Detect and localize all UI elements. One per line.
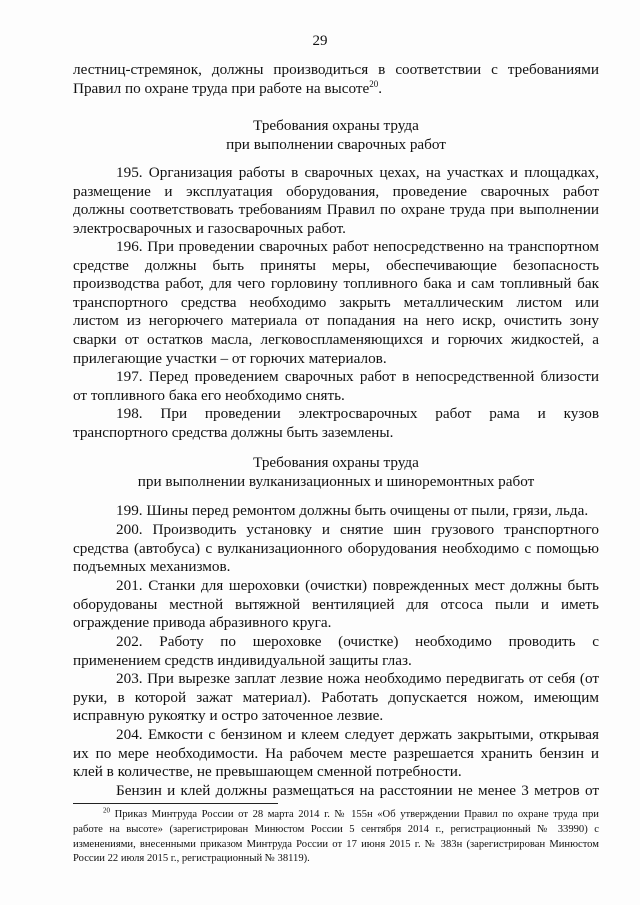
heading-line: при выполнении сварочных работ [226, 135, 446, 153]
paragraph-196 [73, 238, 599, 368]
paragraph-198 [73, 405, 599, 442]
text-line: 197. Перед проведением сварочных работ в непосредственной близости [116, 368, 599, 385]
footnote-line: $^{20}$ Приказ Минтруда России от 28 марта 2014 г. № 155н «Об утверждении Правил по охране труда при [103, 806, 599, 820]
text-line: размещение и эксплуатация оборудования, проведение сварочных работ [73, 182, 599, 200]
text-line: прилегающие участки – от горючих материалов. [73, 349, 387, 367]
text-line: руки, в которой зажат материал). Работать допускается ножом, имеющим [73, 688, 599, 706]
footnote-line: изменениями, внесенными приказом Минтруда России от 17 июня 2015 г. № 383н (зарегистрирован Минюстом [73, 838, 599, 850]
text-line: производства работ, для чего горловину топливного бака и сам топливный бак [73, 275, 599, 293]
footnote-number: 20 [103, 806, 110, 815]
text-line: от топливного бака его необходимо снять. [73, 386, 345, 404]
paragraph-197 [73, 368, 599, 405]
text-line: Бензин и клей должны размещаться на расстоянии не менее 3 метров от [116, 782, 599, 799]
paragraph-201 [73, 577, 599, 633]
text-line: 202. Работу по шероховке (очистке) необходимо проводить с [116, 633, 599, 650]
text-line: 201. Станки для шероховки (очистки) поврежденных мест должны быть [116, 577, 599, 594]
text-line: ограждение привода абразивного круга. [73, 614, 332, 632]
text-line: 195. Организация работы в сварочных цехах, на участках и площадках, [116, 164, 599, 181]
text-line: Правил по охране труда при работе на высоте$^{20}$. [73, 78, 383, 97]
paragraph-202 [73, 633, 599, 670]
heading-line: Требования охраны труда [253, 454, 419, 471]
text-line: исправную рукоятку и остро заточенное лезвие. [73, 707, 384, 725]
paragraph-204 [73, 726, 599, 782]
footnote-separator [73, 803, 278, 804]
text-line: листом из негорючего материала от попадания на него искр, очистить зону [73, 312, 599, 330]
footnote [73, 808, 599, 867]
text-line: их по мере необходимости. На рабочем месте разрешается хранить бензин и [73, 744, 599, 762]
paragraph-200 [73, 521, 599, 577]
intro-paragraph [73, 61, 599, 98]
text-line: 200. Производить установку и снятие шин грузового транспортного [116, 521, 599, 538]
text-line: средства (автобуса) с вулканизационного оборудования необходимо с помощью [73, 539, 599, 557]
heading-line: при выполнении вулканизационных и шиноремонтных работ [137, 472, 535, 490]
text-line: транспортного средства должны быть заземлены. [73, 423, 394, 441]
text-line: транспортного средства необходимо закрыть металлическим листом или [73, 293, 599, 311]
text-line: 203. При вырезке заплат лезвие ножа необходимо передвигать от себя (от [116, 670, 599, 687]
text-line: клей в количестве, не превышающем сменной потребности. [73, 763, 462, 781]
text-line: 199. Шины перед ремонтом должны быть очищены от пыли, грязи, льда. [116, 502, 589, 519]
text-line: 196. При проведении сварочных работ непосредственно на транспортном [116, 238, 599, 255]
paragraph-199 [73, 502, 599, 521]
text-line: применением средств индивидуальной защиты глаз. [73, 651, 412, 669]
text-line: сварки от остатков масла, легковоспламеняющихся и горючих жидкостей, а [73, 330, 599, 348]
footnote-reference[interactable]: 20 [369, 78, 379, 89]
heading-line: Требования охраны труда [253, 117, 419, 134]
footnote-line: работе на высоте» (зарегистрирован Минюстом России 5 сентября 2014 г., регистрационный № 33990) с [73, 823, 599, 835]
section-heading-vulcanization [73, 454, 599, 491]
paragraph-203 [73, 670, 599, 726]
text-line: электросварочных и газосварочных работ. [73, 219, 346, 237]
paragraph-last [73, 782, 599, 801]
page-number: 29 [312, 33, 328, 49]
paragraph-195 [73, 164, 599, 238]
text-line: оборудованы местной вытяжной вентиляцией для отсоса пыли и иметь [73, 595, 599, 613]
text-line: должны соответствовать требованиям Правил по охране труда при выполнении [73, 201, 599, 219]
text-line: подъемных механизмов. [73, 558, 231, 576]
text-line: 198. При проведении электросварочных работ рама и кузов [116, 405, 599, 422]
text-line: 204. Емкости с бензином и клеем следует держать закрытыми, открывая [116, 726, 599, 743]
text-line: средстве должны быть приняты меры, обеспечивающие безопасность [73, 256, 599, 274]
footnote-line: России 22 июля 2015 г., регистрационный № 38119). [73, 853, 310, 865]
text-line: лестниц-стремянок, должны производиться в соответствии с требованиями [73, 61, 599, 78]
section-heading-welding [73, 117, 599, 154]
